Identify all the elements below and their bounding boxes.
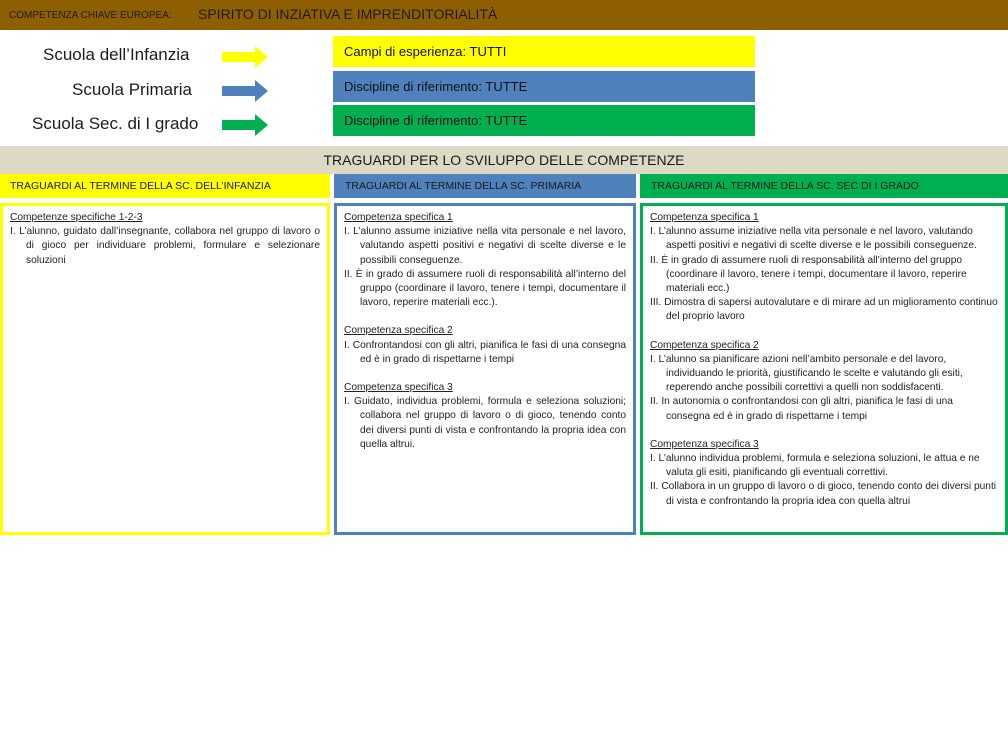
column-header-secondaria (640, 174, 1008, 198)
column-box-primaria (334, 203, 636, 535)
arrow-right-icon (222, 80, 268, 102)
school-name-infanzia: Scuola dell’Infanzia (43, 45, 190, 64)
column-header-text: TRAGUARDI AL TERMINE DELLA SC. SEC DI I GRADO (651, 180, 919, 192)
competenza-block (344, 324, 626, 367)
school-name-secondaria: Scuola Sec. di I grado (32, 114, 199, 133)
competenza-block (650, 438, 998, 509)
column-header-primaria (334, 174, 636, 198)
bar-label: Discipline di riferimento: (344, 113, 482, 128)
competenza-item: I. L’alunno assume iniziative nella vita personale e nel lavoro, valutando aspetti positivi e negativi di scelte diverse e le possibili conseguenze. (650, 226, 977, 252)
competenza-title: Competenza specifica 3 (344, 382, 453, 394)
competenza-item: I. Confrontandosi con gli altri, pianifica le fasi di una consegna ed è in grado di rispettarne i tempi (344, 339, 626, 365)
bar-label: Campi di esperienza: (344, 44, 467, 59)
school-name-primaria: Scuola Primaria (72, 80, 192, 99)
bar-value: TUTTE (485, 113, 528, 128)
header-label: COMPETENZA CHIAVE EUROPEA: (9, 10, 172, 21)
competenza-item: I. L’alunno sa pianificare azioni nell’ambito personale e del lavoro, individuando le priorità, giustificando le scelte e valutando gli esiti, reperendo anche possibili correttivi a quelli non soddisfacenti. (650, 353, 963, 394)
competenza-item: II. È in grado di assumere ruoli di responsabilità all’interno del gruppo (coordinare il lavoro, tenere i tempi, documentare il lavoro, reperire materiali ecc.). (344, 268, 626, 309)
bar-label: Discipline di riferimento: (344, 79, 482, 94)
column-header-infanzia (0, 174, 330, 198)
competenza-title: Competenza specifica 2 (344, 325, 453, 337)
column-box-secondaria (640, 203, 1008, 535)
traguardi-band (0, 146, 1008, 174)
competenza-block (10, 211, 320, 268)
competenza-title: Competenze specifiche 1-2-3 (10, 212, 143, 223)
competenza-item: II. Collabora in un gruppo di lavoro o di gioco, tenendo conto dei diversi punti di vista e confrontando la propria idea con quella altrui (650, 481, 997, 507)
column-header-text: TRAGUARDI AL TERMINE DELLA SC. PRIMARIA (345, 180, 582, 192)
column-header-text: TRAGUARDI AL TERMINE DELLA SC. DELL’INFANZIA (10, 180, 271, 192)
competenza-item: II. In autonomia o confrontandosi con gli altri, pianifica le fasi di una consegna ed è in grado di rispettarne i tempi (650, 396, 953, 422)
bar-value: TUTTI (469, 44, 507, 59)
bar-discipline-secondaria (333, 105, 755, 136)
competenza-title: Competenza specifica 2 (650, 339, 759, 351)
competenza-block (650, 339, 998, 424)
competenza-block (344, 211, 626, 310)
competenza-item: I. L’alunno assume iniziative nella vita personale e nel lavoro, valutando aspetti positivi e negativi di scelte diverse e le possibili conseguenze. (344, 226, 626, 266)
competenza-title: Competenza specifica 1 (650, 212, 759, 223)
competenza-title: Competenza specifica 3 (650, 438, 759, 450)
competenza-item: I. L’alunno, guidato dall’insegnante, collabora nel gruppo di lavoro o di gioco per individuare problemi, formulare e selezionare soluzioni (10, 226, 320, 266)
competenza-item: I. Guidato, individua problemi, formula e seleziona soluzioni; collabora nel gruppo di lavoro o di gioco, tenendo conto dei diversi punti di vista e confrontando la propria idea con quella altrui. (344, 396, 626, 450)
competenza-block (650, 211, 998, 325)
competenza-item: II. È in grado di assumere ruoli di responsabilità all’interno del gruppo (coordinare il lavoro, tenere i tempi, documentare il lavoro, reperire materiali ecc.) (650, 254, 967, 295)
arrow-right-icon (222, 46, 268, 68)
competenza-title: Competenza specifica 1 (344, 212, 453, 223)
competenza-block (344, 381, 626, 452)
header-value: SPIRITO DI INZIATIVA E IMPRENDITORIALITÀ (198, 6, 498, 22)
competenza-item: I. L’alunno individua problemi, formula e seleziona soluzioni, le attua e ne valuta gli esiti, pianificando gli eventuali correttivi. (650, 453, 980, 479)
band-title: TRAGUARDI PER LO SVILUPPO DELLE COMPETENZE (323, 152, 685, 168)
header-bar (0, 0, 1008, 30)
competenza-item: III. Dimostra di sapersi autovalutare e di mirare ad un miglioramento continuo del proprio lavoro (650, 297, 998, 323)
bar-discipline-primaria (333, 71, 755, 102)
bar-campi-esperienza (333, 36, 755, 67)
bar-value: TUTTE (485, 79, 528, 94)
column-box-infanzia (0, 203, 330, 535)
arrow-right-icon (222, 114, 268, 136)
